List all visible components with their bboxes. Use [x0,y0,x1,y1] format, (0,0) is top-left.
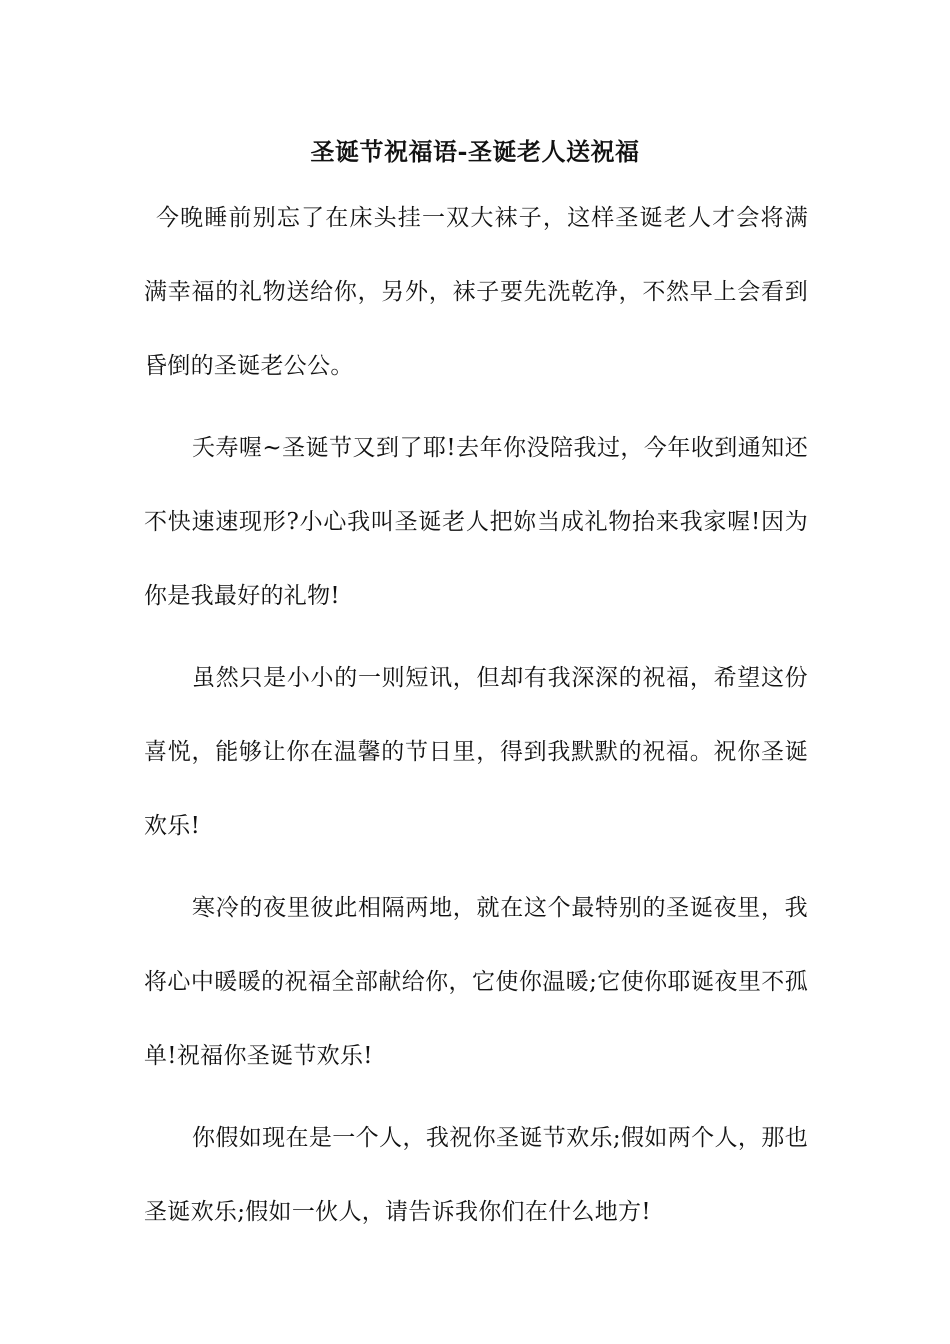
document-title: 圣诞节祝福语-圣诞老人送祝福 [310,137,640,166]
paragraph-5: 你假如现在是一个人，我祝你圣诞节欢乐;假如两个人，那也圣诞欢乐;假如一伙人，请告诉我你们在什么地方! [144,1125,808,1225]
paragraph-1: 今晚睡前别忘了在床头挂一双大袜子，这样圣诞老人才会将满满幸福的礼物送给你，另外，袜子要先洗乾净，不然早上会看到昏倒的圣诞老公公。 [144,205,808,379]
paragraph-3: 虽然只是小小的一则短讯，但却有我深深的祝福，希望这份喜悦，能够让你在温馨的节日里，得到我默默的祝福。祝你圣诞欢乐! [144,665,808,839]
paragraph-2: 夭寿喔~圣诞节又到了耶!去年你没陪我过，今年收到通知还不快速速现形?小心我叫圣诞老人把妳当成礼物抬来我家喔!因为你是我最好的礼物! [144,435,808,609]
paragraph-4: 寒冷的夜里彼此相隔两地，就在这个最特别的圣诞夜里，我将心中暖暖的祝福全部献给你，它使你温暖;它使你耶诞夜里不孤单!祝福你圣诞节欢乐! [144,895,808,1069]
document-body [144,181,808,1249]
